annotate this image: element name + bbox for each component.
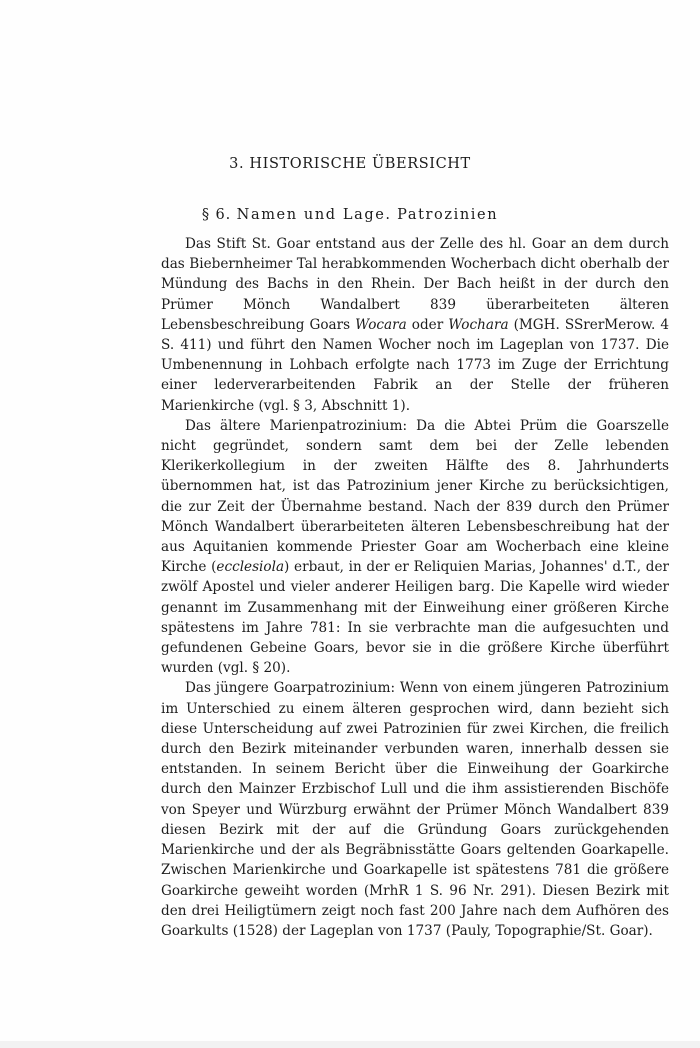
paragraph-3-text: Das jüngere Goarpatrozinium: Wenn von einem jüngeren Patrozinium im Unterschied zu einem älteren gesprochen wird, dann bezieht sich diese Unterscheidung auf zwei Patrozinien für zwei Kirchen, die freilich durch den Bezirk miteinander verbunden waren, innerhalb dessen sie entstanden. In seinem Bericht über die Einweihung der Goarkirche durch den Mainzer Erzbischof Lull und die ihm assistierenden Bischöfe von Speyer und Würzburg erwähnt der Prümer Mönch Wandalbert 839 diesen Bezirk mit der auf die Gründung Goars zurückgehenden Marienkirche und der als Begräbnisstätte Goars geltenden Goarkapelle. Zwischen Marienkirche und Goarkapelle ist spätestens 781 die größere Goarkirche geweiht worden (MrhR 1 S. 96 Nr. 291). Diesen Bezirk mit den drei Heiligtümern zeigt noch fast 200 Jahre nach dem Aufhören des Goarkults (1528) der Lageplan von 1737 (Pauly, Topographie/St. Goar). <box>161 680 669 939</box>
paragraph-1-text-c: (MGH. SSrerMerow. 4 S. 411) und führt den Namen Wocher noch im Lageplan von 1737. Die Umbenennung in Lohbach erfolgte nach 1773 im Zuge der Errichtung einer lederverarbeitenden Fabrik an der Stelle der früheren Marienkirche (vgl. § 3, Abschnitt 1). <box>161 316 669 414</box>
section-title: Namen und Lage. <box>236 207 392 223</box>
section-number: § 6. <box>201 207 232 223</box>
page-bottom-edge <box>0 1041 700 1048</box>
body-text <box>161 234 669 941</box>
paragraph-3 <box>161 678 669 941</box>
paragraph-1-text-b: oder <box>406 316 449 333</box>
section-heading <box>0 207 700 223</box>
section-subtitle: Patrozinien <box>397 207 499 223</box>
paragraph-2-text-a: Das ältere Marienpatrozinium: Da die Abtei Prüm die Goarszelle nicht gegründet, sondern samt dem bei der Zelle lebenden Klerikerkollegium in der zweiten Hälfte des 8. Jahrhunderts übernommen hat, ist das Patrozinium jener Kirche zu berücksichtigen, die zur Zeit der Übernahme bestand. Nach der 839 durch den Prümer Mönch Wandalbert überarbeiteten älteren Lebensbeschreibung hat der aus Aquitanien kommende Priester Goar am Wocherbach eine kleine Kirche ( <box>161 417 669 576</box>
paragraph-1 <box>161 234 669 416</box>
paragraph-2 <box>161 416 669 679</box>
paragraph-1-italic-wocara: Wocara <box>355 316 407 333</box>
paragraph-2-text-b: ) erbaut, in der er Reliquien Marias, Johannes' d.T., der zwölf Apostel und vieler anderer Heiligen barg. Die Kapelle wird wieder genannt im Zusammenhang mit der Einweihung einer größeren Kirche spätestens im Jahre 781: In sie verbrachte man die aufgesuchten und gefundenen Gebeine Goars, bevor sie in die größere Kirche überführt wurden (vgl. § 20). <box>161 559 669 677</box>
paragraph-1-text-a: Das Stift St. Goar entstand aus der Zelle des hl. Goar an dem durch das Biebernheimer Tal herabkommenden Wocherbach dicht oberhalb der Mündung des Bachs in den Rhein. Der Bach heißt in der durch den Prümer Mönch Wandalbert 839 überarbeiteten älteren Lebensbeschreibung Goars <box>161 236 669 333</box>
chapter-title: 3. HISTORISCHE ÜBERSICHT <box>229 156 471 172</box>
paragraph-1-italic-wochara: Wochara <box>448 316 509 333</box>
paragraph-2-italic-ecclesiola: ecclesiola <box>216 559 285 576</box>
